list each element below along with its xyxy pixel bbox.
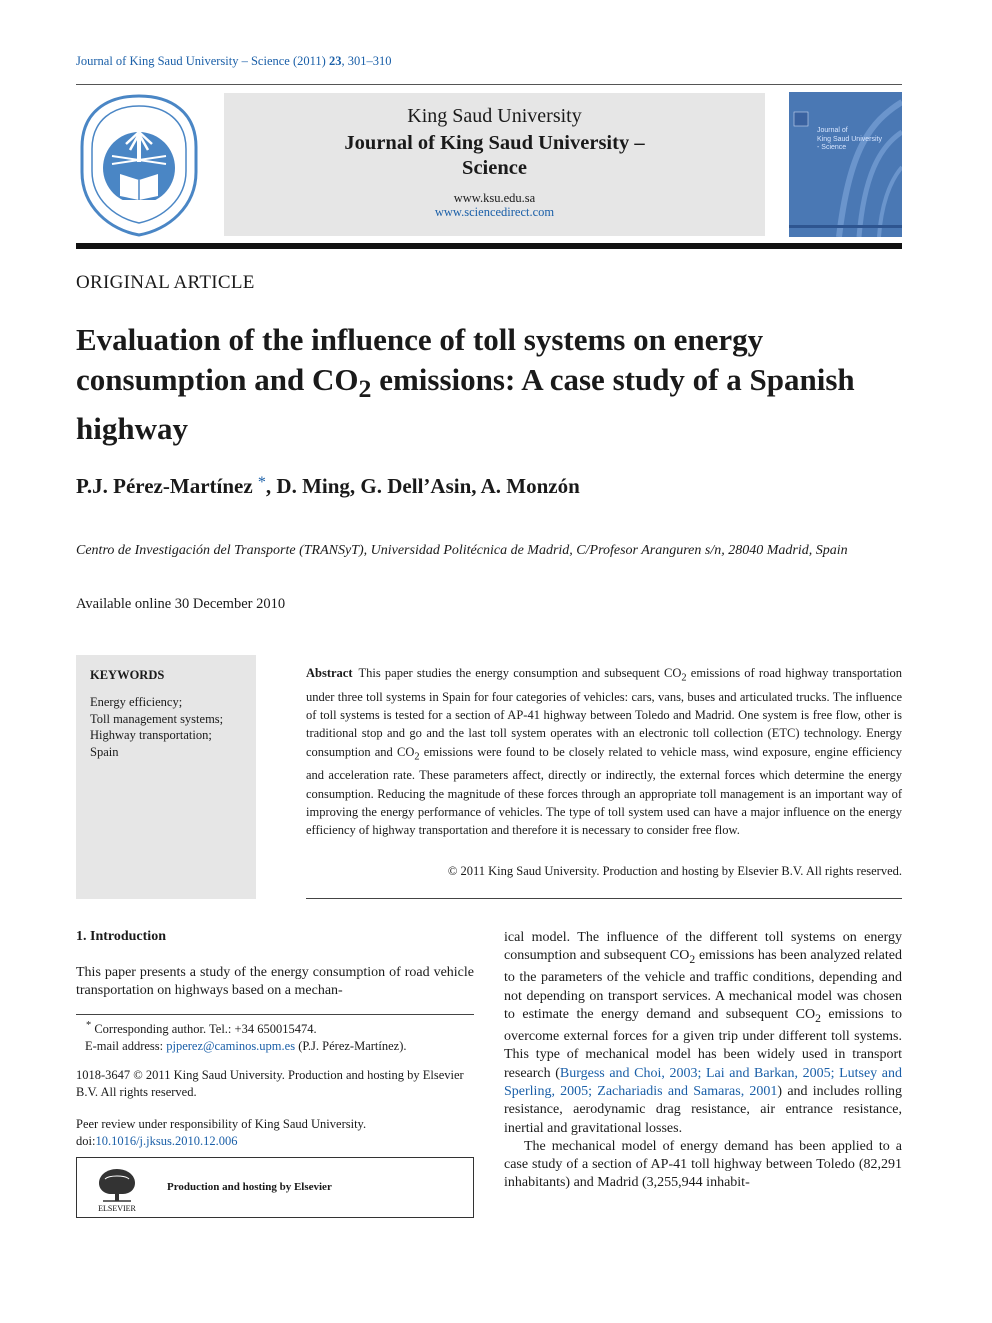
- author-rest: , D. Ming, G. Dell’Asin, A. Monzón: [265, 474, 580, 498]
- peer-review-block: [76, 1116, 474, 1150]
- affiliation: Centro de Investigación del Transporte (TRANSyT), Universidad Politécnica de Madrid, C/Profesor Aranguren s/n, 28040 Madrid, Spain: [76, 543, 848, 558]
- keywords-heading: KEYWORDS: [90, 668, 165, 682]
- footnote: [76, 1017, 474, 1055]
- masthead-rule: [76, 243, 902, 249]
- ksu-url[interactable]: www.ksu.edu.sa: [453, 191, 536, 205]
- journal-cover-thumbnail[interactable]: [789, 92, 902, 237]
- journal-name-line1: Journal of King Saud University –: [344, 132, 645, 154]
- elsevier-hosting-text: Production and hosting by Elsevier: [167, 1181, 332, 1193]
- abstract-rule: [306, 898, 902, 899]
- abstract-label: Abstract: [306, 666, 353, 680]
- abstract-copyright: © 2011 King Saud University. Production and hosting by Elsevier B.V. All rights reserved.: [447, 864, 902, 878]
- article-title: Evaluation of the influence of toll systems on energy consumption and $CO_2$ emissions: A case study of a Spanish highway: [76, 322, 855, 447]
- author-list: [76, 474, 580, 499]
- doi-line: doi:10.1016/j.jksus.2010.12.006: [76, 1134, 238, 1148]
- elsevier-logo: [93, 1163, 141, 1213]
- keywords-panel: [76, 655, 256, 899]
- corresponding-author-note: * Corresponding author. Tel.: +34 650015474.: [86, 1020, 317, 1037]
- paragraph: The mechanical model of energy demand has been applied to a case study of a section of AP-41 toll highway between Toledo (82,291 inhabitants) and Madrid (3,255,944 inhabit-: [504, 1138, 902, 1191]
- doi-link[interactable]: 10.1016/j.jksus.2010.12.006: [95, 1134, 238, 1148]
- keyword-item: Highway transportation;: [90, 728, 212, 742]
- running-head-volume: 23: [328, 54, 342, 68]
- issn-copyright: 1018-3647 © 2011 King Saud University. Production and hosting by Elsevier B.V. All rights reserved.: [76, 1068, 464, 1099]
- header-rule: [76, 84, 902, 85]
- peer-review-note: Peer review under responsibility of King Saud University.: [76, 1117, 367, 1131]
- footnote-rule: [76, 1014, 474, 1015]
- keyword-item: Toll management systems;: [90, 711, 224, 726]
- university-name: King Saud University: [407, 105, 582, 127]
- body-column-left: This paper presents a study of the energy consumption of road vehicle transportation on highways based on a mechan-: [76, 965, 474, 999]
- corresponding-author-marker[interactable]: *: [257, 474, 266, 491]
- article-type: ORIGINAL ARTICLE: [76, 272, 255, 293]
- body-column-right: [504, 929, 902, 1193]
- running-head-journal: Journal of King Saud University – Science (2011): [76, 54, 326, 68]
- available-online-date: Available online 30 December 2010: [76, 596, 286, 612]
- keyword-item: Spain: [90, 744, 119, 759]
- journal-name: [224, 131, 765, 181]
- email-note: E-mail address: pjperez@caminos.upm.es (P.J. Pérez-Martínez).: [85, 1039, 407, 1054]
- paragraph: ical model. The influence of the different toll systems on energy consumption and subsequent $CO_2$ emissions has been analyzed related to the parameters of the vehicle and traffic conditions, depending and not depending on transport services. A mechanical model was chosen to estimate the energy demand and subsequent $CO_2$ emissions to overcome external forces for a given trip under different toll systems. This type of mechanical model has been widely used in transport research (Burgess and Choi, 2003; Lai and Barkan, 2005; Lutsey and Sperling, 2005; Zachariadis and Samaras, 2001) and includes rolling resistance, aerodynamic drag resistance, air entrance resistance, inertial and gravitational losses.: [504, 930, 902, 1136]
- author-first: P.J. Pérez-Martínez: [76, 474, 253, 498]
- running-head-pages: 301–310: [347, 54, 392, 68]
- journal-name-line2: Science: [462, 157, 527, 179]
- abstract: Abstract This paper studies the energy consumption and subsequent $CO_2$ emissions of road highway transportation under three toll systems in Spain for four categories of vehicles: cars, vans, buses and articulated trucks. The influence of toll systems is tested for a section of AP-41 highway between Toledo and Madrid. One system is free flow, other is traditional stop and go and the last toll system operates with an electronic toll collection (ETC) technology. Energy consumption and $CO_2$ emissions were found to be closely related to vehicle mass, wind exposure, engine efficiency and acceleration rate. These parameters affect, directly or indirectly, the external forces which determine the energy consumption. Reducing the magnitude of these forces through an appropriate toll management is an important way of improving the energy performance of vehicles. The type of toll system used can have a major influence on the energy efficiency of highway transportation and therefore it is necessary to consider free flow.: [306, 666, 902, 838]
- sciencedirect-link[interactable]: www.sciencedirect.com: [434, 205, 555, 219]
- ksu-logo: [76, 92, 202, 238]
- cover-title: Journal of King Saud University - Science: [817, 127, 882, 151]
- keyword-item: Energy efficiency;: [90, 695, 183, 709]
- running-head[interactable]: Journal of King Saud University – Science (2011) 23, 301–310: [76, 54, 392, 68]
- keywords-list: [90, 694, 223, 760]
- section-heading-introduction: 1. Introduction: [76, 929, 166, 944]
- citation-links[interactable]: Burgess and Choi, 2003; Lai and Barkan, 2005; Lutsey and Sperling, 2005; Zachariadis and Samaras, 2001: [504, 1065, 902, 1099]
- email-link[interactable]: pjperez@caminos.upm.es: [166, 1039, 296, 1054]
- elsevier-hosting-box: [76, 1157, 474, 1218]
- journal-masthead: [224, 93, 765, 236]
- svg-text:ELSEVIER: ELSEVIER: [98, 1204, 136, 1213]
